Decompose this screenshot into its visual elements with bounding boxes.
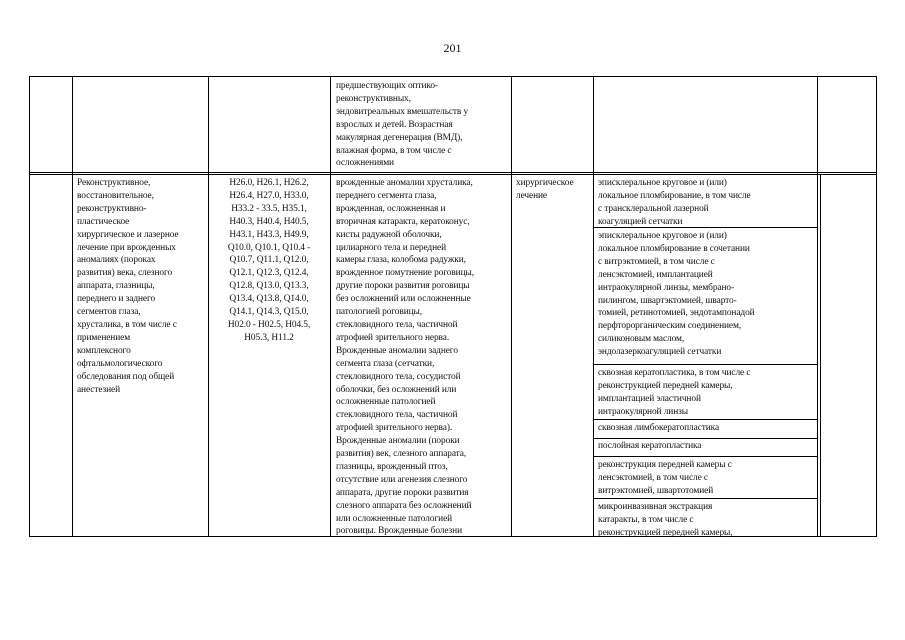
method-item: эписклеральное круговое и (или) локальное пломбирование в сочетании с витрэктомией, в том числе с ленсэктомией, имплантацией интраокулярной линзы, мембрано- пилингом, швартэктомией, шварто- томией, ретинотомией, эндотампонадой перфторорганическим соединением, силиконовым маслом, эндолазеркоагуляцией сетчатки <box>598 231 755 358</box>
method-item: сквозная кератопластика, в том числе с реконструкцией передней камеры, имплантацией эластичной интраокулярной линзы <box>598 368 751 417</box>
method-divider <box>593 419 817 420</box>
column-divider <box>820 174 821 536</box>
row-divider <box>30 174 876 175</box>
column-divider <box>72 77 73 536</box>
column-divider <box>511 77 512 536</box>
method-divider <box>593 364 817 365</box>
method-item: послойная кератопластика <box>598 441 702 451</box>
medical-care-table <box>29 76 877 537</box>
column-divider <box>593 77 594 536</box>
icd-codes-cell: H26.0, H26.1, H26.2, H26.4, H27.0, H33.0, H33.2 - 33.5, H35.1, H40.3, H40.4, H40.5, H43.1, H43.3, H49.9, Q10.0, Q10.1, Q10.4 - Q10.7, Q11.1, Q12.0, Q12.1, Q12.3, Q12.4, Q12.8, Q13.0, Q13.3, Q13.4, Q13.8, Q14.0, Q14.1, Q14.3, Q15.0, H02.0 - H02.5, H04.5, H05.3, H11.2 <box>227 178 311 343</box>
column-divider <box>817 77 818 536</box>
method-item: микроинвазивная экстракция катаракты, в том числе с реконструкцией передней камеры, <box>598 502 733 538</box>
method-item: реконструкция передней камеры с ленсэктомией, в том числе с витрэктомией, швартотомией <box>598 460 732 496</box>
care-type-cell: Реконструктивное, восстановительное, реконструктивно- пластическое хирургическое и лазерное лечение при врожденных аномалиях (пороках развития) века, слезного аппарата, глазницы, переднего и заднего сегментов глаза, хрусталика, в том числе с применением комплексного офтальмологического обследования под общей анестезией <box>77 178 179 395</box>
method-divider <box>593 498 817 499</box>
page-number: 201 <box>443 41 462 55</box>
method-divider <box>593 456 817 457</box>
column-divider <box>330 77 331 536</box>
treatment-type-cell: хирургическое лечение <box>516 178 574 201</box>
disease-cell-row1: предшествующих оптико- реконструктивных, эндовитреальных вмешательств у взрослых и детей. Возрастная макулярная дегенерация (ВМД), влажная форма, в том числе с осложнениями <box>336 81 469 169</box>
column-divider <box>208 77 209 536</box>
method-divider <box>593 438 817 439</box>
method-item: эписклеральное круговое и (или) локальное пломбирование, в том числе с трансклеральной лазерной коагуляцией сетчатки <box>598 178 751 227</box>
disease-cell-row2: врожденные аномалии хрусталика, переднего сегмента глаза, врожденная, осложненная и вторичная катаракта, кератоконус, кисты радужной оболочки, цилиарного тела и передней камеры глаза, колобома радужки, врожденное помутнение роговицы, другие пороки развития роговицы без осложнений или осложненные патологией роговицы, стекловидного тела, частичной атрофией зрительного нерва. Врожденные аномалии заднего сегмента глаза (сетчатки, стекловидного тела, сосудистой оболочки, без осложнений или осложненные патологией стекловидного тела, частичной атрофией зрительного нерва). Врожденные аномалии (пороки развития) век, слезного аппарата, глазницы, врожденный птоз, отсутствие или агенезия слезного аппарата, другие пороки развития слезного аппарата без осложнений или осложненные патологией роговицы. Врожденные болезни <box>336 178 474 537</box>
method-item: сквозная лимбокератопластика <box>598 423 720 433</box>
row-divider <box>30 172 876 173</box>
